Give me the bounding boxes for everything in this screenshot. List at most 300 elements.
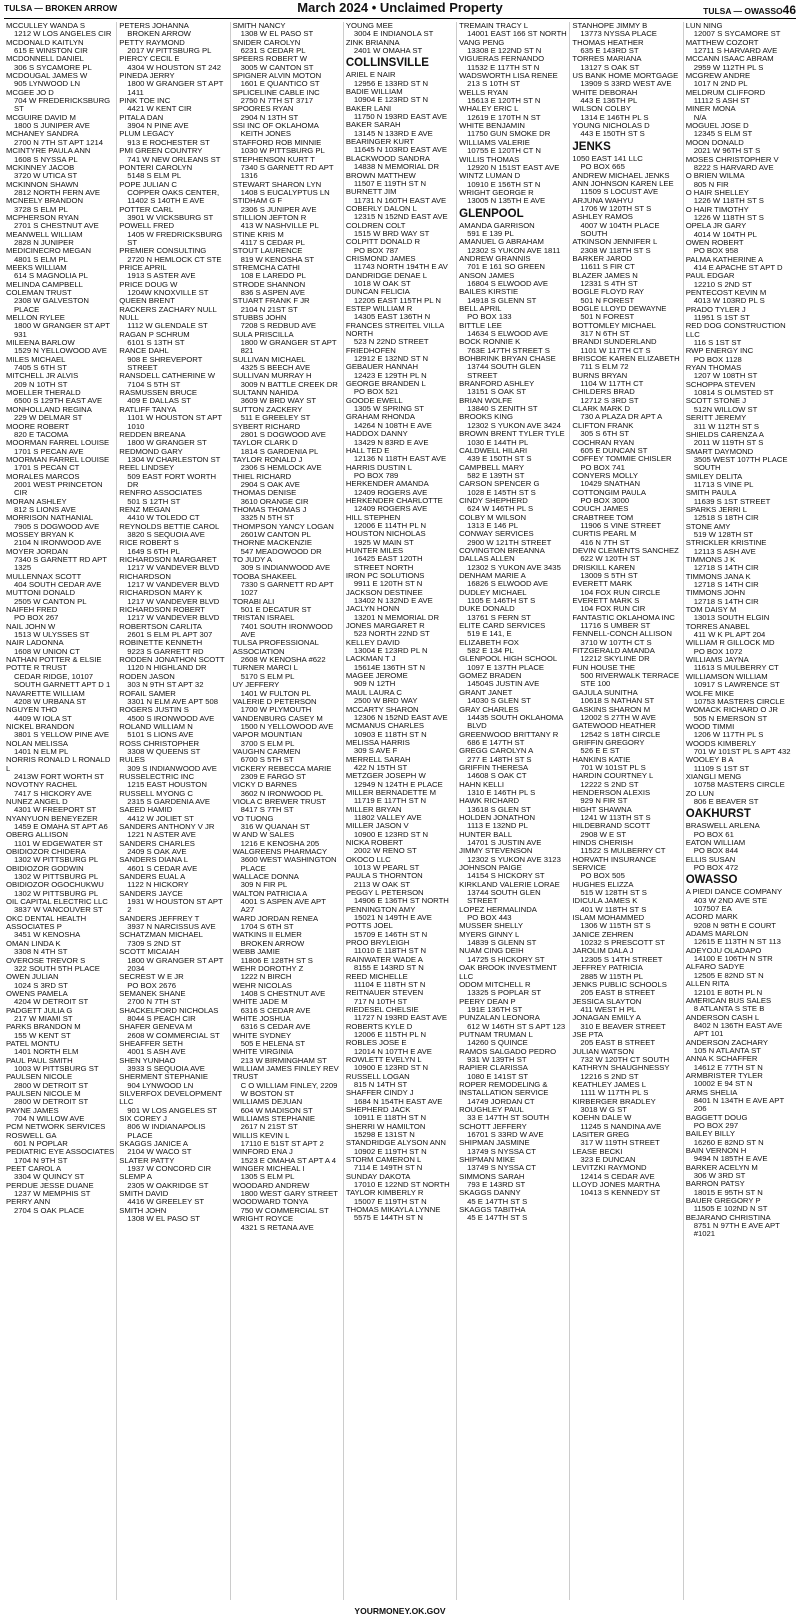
owner-name: POTTER CARL xyxy=(119,204,174,214)
owner-address: 11010 E 118TH ST N xyxy=(353,946,427,956)
owner-address: 413 W NASHVILLE PL xyxy=(240,221,319,231)
owner-address: 11639 S 1ST STREET xyxy=(693,496,771,506)
owner-address: 2800 W DETROIT ST xyxy=(14,1097,89,1107)
owner-name: BITTLE LEE xyxy=(459,320,502,330)
property-listing xyxy=(6,815,114,832)
owner-name: HUNTER BALL xyxy=(459,829,513,839)
owner-address: 10814 S OLMSTED ST xyxy=(693,388,774,398)
owner-name: SHIELDS CARENZA A xyxy=(685,429,764,439)
owner-address: 14100 E 106TH N STR xyxy=(693,954,773,964)
owner-name: PUNZALAN LEONORA xyxy=(459,1013,540,1023)
owner-name: REEL LINDSEY xyxy=(119,463,175,473)
owner-address: 1515 W BRD WAY ST xyxy=(353,228,430,238)
owner-address: 16804 S ELWOOD AVE xyxy=(467,278,549,288)
property-listing xyxy=(346,1156,454,1173)
owner-name: FITZGERALD AMANDA xyxy=(572,646,655,656)
owner-name: WEBB JAMIE xyxy=(232,947,280,957)
owner-address: 16260 E 82ND ST N xyxy=(693,1137,764,1147)
property-listing xyxy=(346,288,454,305)
owner-address: 1800 W GRANGER ST APT 1411 xyxy=(127,79,224,97)
owner-address: 12409 ROGERS AVE xyxy=(353,487,428,497)
owner-address: 2315 S GARDENIA AVE xyxy=(127,796,211,806)
property-listing xyxy=(119,1023,227,1040)
owner-address: 16425 EAST 120TH STREET NORTH xyxy=(353,554,423,572)
owner-address: 12216 S 2ND ST xyxy=(580,1071,639,1081)
property-listing xyxy=(233,372,341,389)
owner-address: 104 FOX RUN CIRCLE xyxy=(580,587,661,597)
owner-address: 1931 W HOUSTON ST APT 2 xyxy=(127,897,223,915)
owner-name: MCDOUGAL JAMES W xyxy=(6,71,88,81)
owner-name: SANDERS DIANA L xyxy=(119,855,189,865)
property-listing xyxy=(6,589,114,606)
property-listing xyxy=(6,690,114,707)
owner-name: NICKEL BRANDON xyxy=(6,721,75,731)
owner-name: STUART FRANK F JR xyxy=(232,296,310,306)
property-listing xyxy=(119,1057,227,1074)
property-listing xyxy=(459,1031,567,1048)
property-listing xyxy=(572,630,680,647)
property-listing xyxy=(346,872,454,889)
owner-address: 1216 E KENOSHA 205 xyxy=(240,838,320,848)
owner-address: 12006 E 115TH PL N xyxy=(353,1029,427,1039)
owner-address: 3837 W VANCOUVER ST xyxy=(14,905,103,915)
owner-address: 15007 E 119TH ST N xyxy=(353,1196,427,1206)
property-listing xyxy=(346,322,454,347)
owner-address: 12718 S 14TH CIR xyxy=(693,596,759,606)
owner-address: 2700 N 7TH ST APT 1214 xyxy=(14,137,104,147)
owner-name: SANDERS JAYCE xyxy=(119,888,183,898)
owner-name: CURTIS PEARL M xyxy=(572,529,637,539)
property-listing xyxy=(572,489,680,506)
owner-name: HUNTER MILES xyxy=(345,545,404,555)
owner-address: 2002 W RENO ST xyxy=(353,846,417,856)
owner-address: 4001 S ASPEN AVE APT A27 xyxy=(240,897,326,915)
property-listing xyxy=(572,647,680,664)
owner-address: 2704 S OAK PLACE xyxy=(14,1205,85,1215)
owner-address: 501 E DECATUR ST xyxy=(240,605,312,615)
owner-address: 14839 S GLENN ST xyxy=(467,938,537,948)
owner-name: SKAGGS TABITHA xyxy=(459,1205,526,1215)
property-listing xyxy=(119,973,227,990)
owner-address: 1101 W EDGEWATER ST xyxy=(14,838,103,848)
owner-name: WILSON COLBY xyxy=(572,104,631,114)
owner-address: 2308 W GALVESTON PLACE xyxy=(14,296,89,314)
property-listing xyxy=(346,497,454,514)
owner-name: COUCH JAMES xyxy=(572,504,629,514)
owner-address: 1113 E 132ND PL xyxy=(467,821,528,831)
owner-name: MOGUEL JOSE D xyxy=(685,121,749,131)
owner-name: NGUYEN THO xyxy=(6,705,58,715)
owner-name: DENHAM MARIE A xyxy=(459,571,526,580)
property-listing xyxy=(233,573,341,598)
owner-name: WILLIS THOMAS xyxy=(459,154,520,164)
property-listing xyxy=(686,623,794,640)
property-listing xyxy=(686,930,794,947)
owner-address: 11507 E 119TH ST N xyxy=(353,178,427,188)
owner-name: COVINGTON BREANNA xyxy=(459,545,545,555)
owner-name: STONE AMY xyxy=(685,521,731,531)
owner-address: 3610 ORANGE CIR xyxy=(240,496,309,506)
owner-address: 908 E SHREVEPORT STREET xyxy=(127,354,203,373)
property-listing xyxy=(119,1007,227,1024)
property-listing xyxy=(233,89,341,106)
owner-name: SUNDAY DAKOTA xyxy=(345,1171,411,1181)
owner-name: PRADO TYLER J xyxy=(685,304,746,314)
owner-address: 416 N 7TH ST xyxy=(580,537,630,547)
owner-name: JESSICA SLAYTON xyxy=(572,996,642,1006)
owner-name: EVERETT MARK xyxy=(572,579,633,589)
property-listing xyxy=(233,614,341,639)
property-listing xyxy=(233,423,341,440)
property-listing xyxy=(233,982,341,999)
owner-name: CLARK MARK D xyxy=(572,404,631,414)
owner-address: 3308 N 4TH ST xyxy=(14,947,68,957)
owner-name: TAYLOR KIMBERLY R xyxy=(345,1188,424,1198)
owner-name: SCHOTT JEFFERY xyxy=(459,1121,527,1131)
property-listing xyxy=(572,105,680,122)
property-listing xyxy=(119,773,227,790)
owner-name: XIANGLI MENG xyxy=(685,771,742,781)
property-listing xyxy=(459,622,567,639)
owner-address: 2904 S OAK AVE xyxy=(240,479,300,489)
owner-address: 1018 W OAK ST xyxy=(353,278,411,288)
property-listing xyxy=(686,448,794,473)
property-listing xyxy=(459,288,567,305)
owner-name: JACLYN HONN xyxy=(345,604,400,614)
owner-name: CONWAY SERVICES xyxy=(459,529,534,539)
owner-address: 14504S JUSTIN AVE xyxy=(467,679,540,689)
owner-address: 311 W 112TH ST S xyxy=(693,421,760,431)
owner-address: 1706 W 120TH ST S xyxy=(580,203,652,213)
owner-address: 11750 GUN SMOKE DR xyxy=(467,129,551,139)
owner-name: WATKINS II ELMER xyxy=(232,930,302,940)
owner-name: HILL STEPHEN xyxy=(345,512,401,522)
owner-address: 2309 E FARGO ST xyxy=(240,771,306,781)
owner-name: SANDERS EUAL A xyxy=(119,872,186,882)
owner-address: 2700 N 7TH ST xyxy=(127,997,181,1007)
owner-address: 1408 S CHESTNUT AVE xyxy=(240,988,326,998)
owner-name: METZGER JOSEPH W xyxy=(345,771,426,781)
owner-address: 10900 E 123RD ST N xyxy=(353,1063,429,1073)
owner-name: HIGHT SHAWNA xyxy=(572,804,632,814)
owner-address: 3728 S ELM PL xyxy=(14,204,68,214)
property-listing xyxy=(572,322,680,339)
property-listing xyxy=(346,1056,454,1073)
owner-name: ROPER REMODELING & INSTALLATION SERVICE xyxy=(459,1079,549,1098)
owner-address: 615 E WINSTON CIR xyxy=(14,46,88,56)
property-listing xyxy=(119,114,227,131)
owner-address: 10002 E 94 ST N xyxy=(693,1079,753,1089)
property-listing xyxy=(346,464,454,481)
owner-name: MERRELL SARAH xyxy=(345,754,411,764)
owner-name: RASMUSSEN BRUCE xyxy=(119,388,198,398)
property-listing xyxy=(572,372,680,389)
property-listing xyxy=(686,790,794,807)
owner-name: TURNER MARCI L xyxy=(232,663,298,673)
owner-name: BOCK RONNIE K xyxy=(459,337,521,347)
owner-name: PIERCY CECIL E xyxy=(119,54,180,64)
owner-name: ACORD MARK xyxy=(685,912,738,922)
owner-address: 519 E 141, E xyxy=(467,629,512,639)
owner-name: BOGLE LLOYD DEWAYNE xyxy=(572,304,667,313)
owner-address: 1704 N 9TH ST xyxy=(14,1155,68,1165)
property-listing xyxy=(459,847,567,864)
owner-address: 622 W 120TH ST xyxy=(580,554,640,564)
owner-name: MORRISON NATHANIAL xyxy=(6,513,93,523)
owner-address: PO BOX 443 xyxy=(467,913,512,923)
city-section-heading: JENKS xyxy=(572,140,611,153)
owner-address: 3933 S SEQUOIA AVE xyxy=(127,1063,205,1073)
owner-name: PITALA DAN xyxy=(119,112,164,122)
owner-address: PO BOX 3000 xyxy=(580,495,630,505)
property-listing xyxy=(233,748,341,765)
property-listing xyxy=(6,389,114,406)
property-listing xyxy=(6,781,114,798)
owner-address: 2601W CANTON PL xyxy=(240,529,311,539)
listing-column xyxy=(343,22,456,1600)
property-listing xyxy=(6,289,114,314)
owner-address: 2401 W OMAHA ST xyxy=(353,46,423,56)
owner-name: HOUSTON NICHOLAS xyxy=(345,529,426,539)
property-listing xyxy=(233,105,341,122)
property-listing xyxy=(459,1173,567,1190)
property-listing xyxy=(572,806,680,823)
owner-address: 155 W KENT ST xyxy=(14,1030,71,1040)
property-listing xyxy=(346,1106,454,1123)
owner-address: 2617 N 21ST ST xyxy=(240,1122,298,1132)
property-listing xyxy=(346,238,454,255)
property-listing xyxy=(346,989,454,1006)
property-listing xyxy=(686,364,794,381)
property-listing xyxy=(119,247,227,264)
owner-name: OWENS PAMELA xyxy=(6,988,68,998)
owner-address: 9223 S GARRETT RD xyxy=(127,646,204,656)
owner-name: COLDREN COLT xyxy=(345,220,406,230)
page-title: March 2024 • Unclaimed Property xyxy=(297,0,503,15)
property-listing xyxy=(6,39,114,56)
owner-name: YOUNG MEE xyxy=(345,22,393,30)
owner-address: 1459 E OMAHA ST APT A6 xyxy=(14,822,108,831)
property-listing xyxy=(686,913,794,930)
property-listing xyxy=(572,722,680,739)
owner-name: RANSDELL CATHERINE W xyxy=(119,371,215,381)
property-listing xyxy=(119,706,227,723)
owner-name: SULLIVAN MURRAY H xyxy=(232,371,312,381)
owner-name: WHITE JOSHUA xyxy=(232,1013,291,1023)
property-listing xyxy=(233,456,341,473)
owner-name: RICHARDSON MARY K xyxy=(119,588,203,598)
owner-name: VANDENBURG CASEY M xyxy=(232,713,323,723)
listing-column xyxy=(230,22,343,1600)
owner-name: PAULSEN NICOLE xyxy=(6,1072,73,1082)
property-listing xyxy=(346,347,454,364)
owner-name: VIGUERAS FERNANDO xyxy=(459,54,545,64)
owner-address: 1684 N 154TH EAST AVE xyxy=(353,1096,443,1106)
owner-name: FRIEDHOFEN xyxy=(345,345,396,355)
owner-name: TULSA PROFESSIONAL ASSOCIATION xyxy=(232,638,319,656)
owner-address: 11112 S ASH ST xyxy=(693,96,751,106)
property-listing xyxy=(119,790,227,807)
property-listing xyxy=(572,772,680,789)
property-listing xyxy=(119,97,227,114)
owner-address: 12505 E 82ND ST N xyxy=(693,970,764,980)
owner-address: 11505 E 102ND N ST xyxy=(693,1204,768,1214)
owner-name: THIEL RICHARD xyxy=(232,471,292,481)
owner-name: PREMIER CONSULTING xyxy=(119,246,207,256)
property-listing xyxy=(459,222,567,239)
owner-address: 3301 N ELM AVE APT 508 xyxy=(127,696,219,706)
owner-name: ZO LUN xyxy=(685,788,714,798)
owner-name: SUTTON ZACKERY xyxy=(232,404,303,414)
owner-address: 13773 NYSSA PLACE xyxy=(580,29,657,39)
owner-address: 10900 E 123RD ST N xyxy=(353,829,429,839)
property-listing xyxy=(459,55,567,72)
property-listing xyxy=(119,756,227,773)
page-header xyxy=(4,0,796,19)
owner-address: 1237 W MEMPHIS ST xyxy=(14,1189,91,1199)
property-listing xyxy=(572,405,680,422)
owner-name: OBIDIOZOR GODWIN xyxy=(6,863,84,873)
property-listing xyxy=(233,39,341,56)
property-listing xyxy=(119,39,227,56)
owner-address: 612 W 146TH ST S APT 123 xyxy=(467,1021,566,1031)
owner-address: 4410 W TOLEDO CT xyxy=(127,513,200,523)
owner-address: 913 E ROCHESTER ST xyxy=(127,137,210,147)
owner-name: GATEWOOD HEATHER xyxy=(572,721,656,731)
property-listing xyxy=(346,305,454,322)
property-listing xyxy=(233,247,341,264)
owner-name: NORRIS RONALD L RONALD L xyxy=(6,755,111,773)
property-listing xyxy=(233,406,341,423)
owner-address: 6316 S CEDAR AVE xyxy=(240,1005,311,1015)
owner-address: 501 N FOREST xyxy=(580,295,635,305)
owner-address: 13749 S NYSSA CT xyxy=(467,1146,536,1156)
property-listing xyxy=(686,239,794,256)
property-listing xyxy=(233,715,341,732)
property-listing xyxy=(346,589,454,606)
owner-address: 2959 W 112TH PL S xyxy=(693,62,764,72)
owner-name: THOMAS HEATHER xyxy=(572,37,644,47)
owner-name: MATTHEW COZORT xyxy=(685,37,759,47)
property-listing xyxy=(572,689,680,706)
property-listing xyxy=(6,406,114,423)
property-listing xyxy=(233,1148,341,1165)
owner-address: 3937 N NARCISSUS AVE xyxy=(127,922,216,932)
owner-address: 7114 E 149TH ST N xyxy=(353,1163,423,1173)
owner-name: KOEHN DALE W xyxy=(572,1113,632,1123)
owner-name: HOLDEN JONATHON xyxy=(459,812,536,822)
property-listing xyxy=(233,698,341,715)
owner-address: 4325 S BEECH AVE xyxy=(240,363,311,373)
owner-address: 3720 W UTICA ST xyxy=(14,171,78,181)
owner-address: 12409 ROGERS AVE xyxy=(353,504,428,514)
owner-address: 1302 W PITTSBURG PL xyxy=(14,855,99,865)
property-listing xyxy=(6,531,114,548)
owner-name: SHERRI W HAMILTON xyxy=(345,1121,426,1131)
owner-address: 1701 S PECAN CT xyxy=(14,463,80,473)
owner-name: TIMMONS JOHN xyxy=(685,588,746,598)
owner-address: 10232 S PRESCOTT ST xyxy=(580,938,665,948)
owner-name: MUTTONI DONALD xyxy=(6,588,76,598)
owner-address: 1701 S PECAN AVE xyxy=(14,446,84,456)
owner-address: 1030 E 144TH PL xyxy=(467,437,529,447)
property-listing xyxy=(233,356,341,373)
owner-address: 4801 S ELM PL xyxy=(14,254,68,264)
owner-name: BLACKWOOD SANDRA xyxy=(345,153,430,163)
owner-address: 12014 N 107TH E AVE xyxy=(353,1046,432,1056)
owner-name: RAMOS SALGADO PEDRO xyxy=(459,1046,557,1056)
owner-name: BARKER ACELYN M xyxy=(685,1162,758,1172)
owner-name: SIMMONS SARAH xyxy=(459,1171,525,1181)
owner-name: MCCULLEY WANDA S xyxy=(6,22,86,30)
property-listing xyxy=(572,881,680,898)
property-listing xyxy=(233,556,341,573)
owner-address: 2104 W WACO ST xyxy=(127,1147,192,1157)
property-listing xyxy=(572,72,680,89)
owner-name: BRANFORD ASHLEY xyxy=(459,379,535,389)
property-listing xyxy=(6,197,114,214)
owner-address: 13009 S 5TH ST xyxy=(580,571,638,580)
owner-address: 730 A PLAZA DR APT A xyxy=(580,412,663,422)
owner-name: COLBY M WILSON xyxy=(459,512,527,522)
owner-name: ARJUNA WAHYU xyxy=(572,195,634,205)
owner-address: 1080 E 141ST ST xyxy=(467,1071,529,1081)
property-listing xyxy=(233,998,341,1015)
owner-name: ROSWELL GA xyxy=(6,1130,57,1140)
property-listing xyxy=(346,222,454,239)
owner-address: 14608 S OAK CT xyxy=(467,771,527,781)
owner-name: BAGGETT DOUG xyxy=(685,1112,748,1122)
owner-name: BRANDI SUNDERLAND xyxy=(572,337,657,347)
owner-address: 2701 S CHESTNUT AVE xyxy=(14,221,99,231)
owner-address: 12006 E 114TH PL N xyxy=(353,520,427,530)
owner-name: BOGLE FLOYD RAY xyxy=(572,287,645,297)
owner-address: 1925 W MAIN ST xyxy=(353,537,414,547)
owner-address: 1101 W HOUSTON ST APT 1010 xyxy=(127,413,222,431)
owner-name: MCKINNEY JACOB xyxy=(6,162,75,172)
owner-address: 1608 S NYSSA PL xyxy=(14,154,78,164)
owner-name: MOSSEY BRYAN K xyxy=(6,529,74,539)
owner-name: ROBERTS KYLE D xyxy=(345,1021,413,1031)
owner-address: 1302 W PITTSBURG PL xyxy=(14,872,99,882)
property-listing xyxy=(686,980,794,997)
property-listing xyxy=(686,639,794,656)
property-listing xyxy=(6,656,114,689)
owner-address: BROKEN ARROW xyxy=(240,938,305,948)
owner-name: WOLFE MIKE xyxy=(685,688,734,698)
owner-name: SECREST W E JR xyxy=(119,972,184,982)
property-listing xyxy=(119,1073,227,1090)
owner-address: 7330 S GARNETT RD APT 1027 xyxy=(240,580,334,598)
owner-address: 1704 S 6TH ST xyxy=(240,922,294,932)
property-listing xyxy=(346,1139,454,1156)
property-listing xyxy=(119,431,227,448)
owner-address: 4304 W HOUSTON ST 242 xyxy=(127,62,221,72)
property-listing xyxy=(233,1048,341,1065)
owner-address: 12331 S 4TH ST xyxy=(580,278,638,288)
owner-address: 2885 W 115TH PL xyxy=(580,971,644,981)
owner-name: ROSS CHRISTOPHER xyxy=(119,738,200,748)
property-listing xyxy=(686,322,794,347)
property-listing xyxy=(346,789,454,806)
owner-address: CEDAR RIDGE, 10107 SOUTH GARNETT APT D 1 xyxy=(14,671,111,690)
owner-address: 2308 W 118TH ST S xyxy=(580,245,651,255)
owner-name: ROLAND WILLIAM N xyxy=(119,721,193,731)
owner-name: HARDIN COURTNEY L xyxy=(572,771,654,781)
owner-address: 12518 S 18TH CIR xyxy=(693,513,759,523)
property-listing xyxy=(6,130,114,147)
owner-name: QUEEN BRENT xyxy=(119,296,175,306)
